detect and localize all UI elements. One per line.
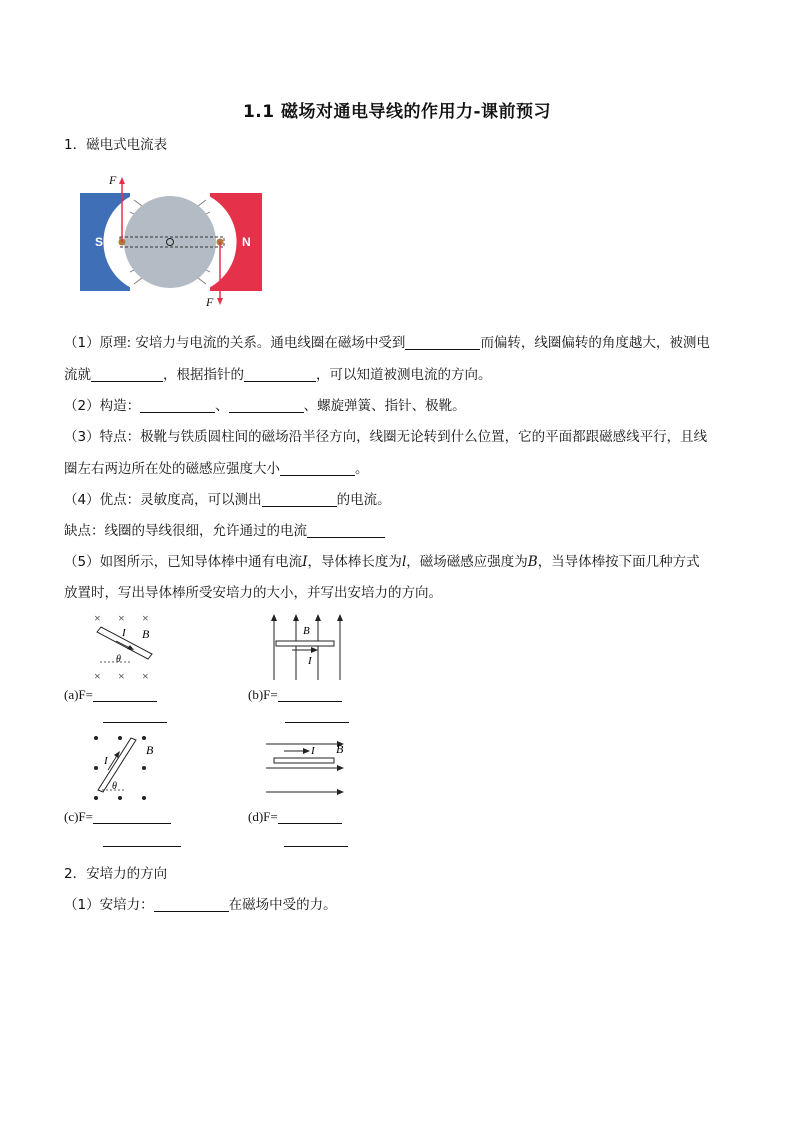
disadvantages-paragraph: 缺点：线圈的导线很细，允许通过的电流 (64, 522, 385, 540)
svg-text:θ: θ (112, 781, 117, 792)
svg-text:B: B (303, 625, 310, 637)
svg-text:I: I (311, 745, 315, 757)
principle-paragraph-line1: （1）原理: 安培力与电流的关系。通电线圈在磁场中受到 而偏转，线圈偏转的角度越大，被测电 (64, 335, 710, 351)
question5-line2: 放置时，写出导体棒所受安培力的大小，并写出安培力的方向。 (64, 585, 442, 601)
blank-field[interactable] (154, 897, 229, 912)
svg-text:I: I (308, 655, 312, 667)
iron-core (124, 196, 216, 288)
svg-text:×: × (142, 669, 149, 683)
principle-paragraph-line2: 流就 ，根据指针的 ，可以知道被测电流的方向。 (64, 367, 492, 383)
blank-field[interactable] (229, 398, 304, 413)
caption-c: (c)F= (64, 809, 171, 825)
svg-text:×: × (94, 669, 101, 683)
blank-field[interactable] (278, 687, 342, 702)
svg-text:×: × (118, 611, 125, 625)
caption-b: (b)F= (248, 687, 342, 703)
blank-field[interactable] (244, 367, 316, 382)
cross-field-markers (94, 611, 149, 683)
blank-field[interactable] (307, 523, 385, 538)
answer-line-b[interactable] (285, 722, 349, 723)
svg-text:×: × (118, 669, 125, 683)
svg-text:×: × (142, 611, 149, 625)
blank-field[interactable] (262, 492, 337, 507)
question5-line1: （5）如图所示，已知导体棒中通有电流I，导体棒长度为l，磁场磁感应强度为B，当导体棒按下面几种方式 (64, 554, 700, 570)
answer-line-a[interactable] (103, 722, 167, 723)
page-title: 1.1 磁场对通电导线的作用力-课前预习 (242, 102, 552, 122)
force-label-bottom: F (206, 295, 214, 309)
answer-line-d[interactable] (284, 846, 348, 847)
conductor-rod (274, 758, 334, 763)
svg-text:×: × (94, 611, 101, 625)
subfigure-a (86, 610, 162, 684)
subfigure-c (90, 732, 166, 804)
svg-text:I: I (104, 755, 108, 767)
section2-heading: 2．安培力的方向 (64, 866, 168, 882)
features-paragraph-line1: （3）特点：极靴与铁质圆柱间的磁场沿半径方向，线圈无论转到什么位置，它的平面都跟磁感线平行，且线 (64, 429, 708, 445)
caption-d: (d)F= (248, 809, 342, 825)
galvanometer-figure (76, 168, 268, 310)
subfigure-d (264, 738, 352, 800)
svg-text:B: B (336, 742, 344, 756)
north-label: N (242, 235, 251, 249)
south-label: S (95, 235, 104, 249)
conductor-rod (276, 641, 334, 646)
features-paragraph-line2: 圈左右两边所在处的磁感应强度大小 。 (64, 461, 369, 477)
blank-field[interactable] (91, 367, 163, 382)
svg-text:I: I (122, 627, 126, 639)
svg-text:B: B (142, 627, 150, 641)
ampere-force-paragraph: （1）安培力： 在磁场中受的力。 (64, 897, 337, 913)
blank-field[interactable] (278, 809, 342, 824)
caption-a: (a)F= (64, 687, 157, 703)
subfigure-b (266, 612, 352, 682)
blank-field[interactable] (280, 461, 355, 476)
section1-heading: 1．磁电式电流表 (64, 137, 168, 153)
construction-paragraph: （2）构造： 、 、螺旋弹簧、指针、极靴。 (64, 398, 466, 414)
advantages-paragraph: （4）优点：灵敏度高，可以测出 的电流。 (64, 492, 391, 508)
force-label-top: F (109, 173, 117, 187)
svg-text:B: B (146, 743, 154, 757)
blank-field[interactable] (140, 398, 215, 413)
blank-field[interactable] (405, 335, 480, 350)
blank-field[interactable] (93, 809, 171, 824)
svg-text:θ: θ (116, 654, 121, 665)
blank-field[interactable] (93, 687, 157, 702)
answer-line-c[interactable] (103, 846, 181, 847)
